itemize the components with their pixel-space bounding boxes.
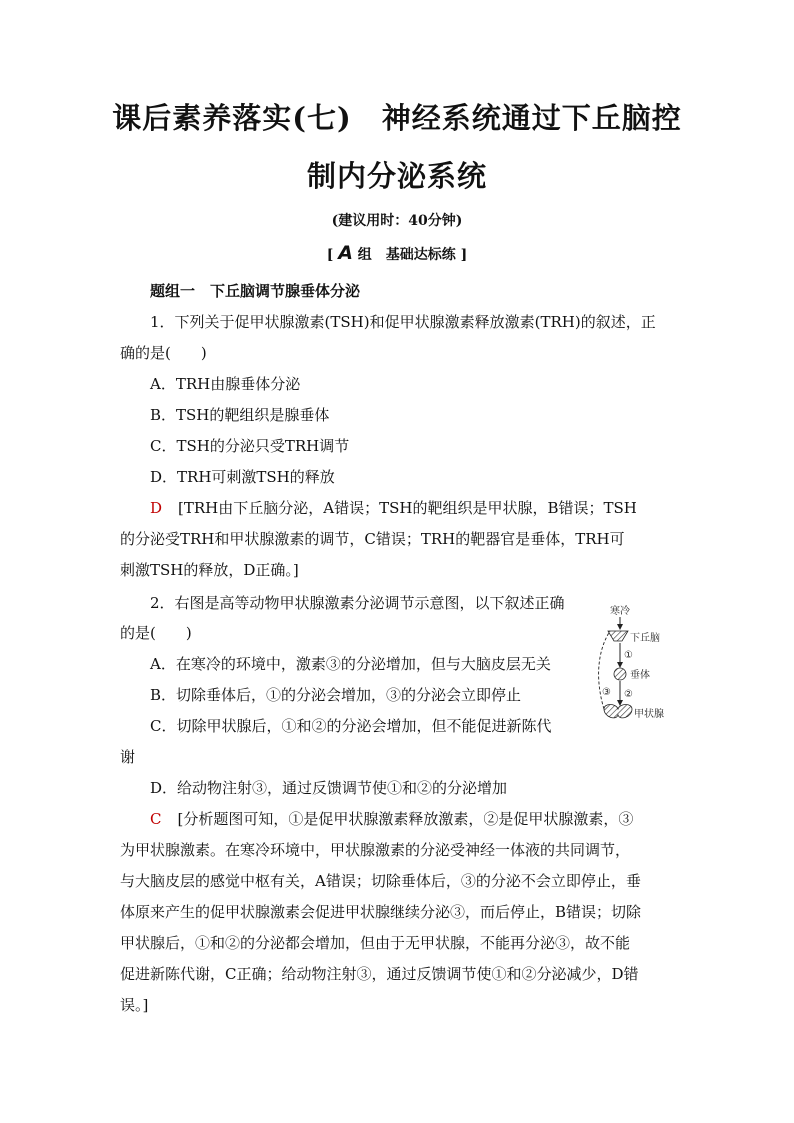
q2-explanation-line1 — [150, 808, 633, 829]
figure-mark-1: ① — [624, 650, 633, 661]
q2-stem-line2: 的是( ) — [120, 624, 192, 642]
page-title-line1: 课后素养落实(七) 神经系统通过下丘脑控 — [112, 101, 682, 135]
q1-answer: D — [150, 499, 163, 517]
thyroid-regulation-diagram — [598, 603, 678, 743]
figure-label-thyroid: 甲状腺 — [634, 709, 664, 720]
section-title: 题组一 下丘脑调节腺垂体分泌 — [150, 282, 361, 300]
q2-explanation-line5: 甲状腺后，①和②的分泌都会增加，但由于无甲状腺，不能再分泌③，故不能 — [120, 934, 631, 952]
q1-explanation-line1 — [150, 497, 637, 518]
q2-explanation-line7: 误。] — [120, 996, 149, 1014]
figure-label-cold: 寒冷 — [610, 606, 630, 617]
q2-explanation-line2: 为甲状腺激素。在寒冷环境中，甲状腺激素的分泌受神经一体液的共同调节， — [120, 841, 631, 859]
q1-option-b: B．TSH的靶组织是腺垂体 — [150, 406, 330, 424]
q2-option-a: A．在寒冷的环境中，激素③的分泌增加，但与大脑皮层无关 — [150, 655, 551, 673]
q1-stem-line2: 确的是( ) — [120, 344, 207, 362]
hypothalamus-shape — [608, 631, 628, 641]
q1-explanation-text1: [TRH由下丘脑分泌，A错误；TSH的靶组织是甲状腺，B错误；TSH — [178, 499, 637, 517]
q2-option-c-line1: C．切除甲状腺后，①和②的分泌会增加，但不能促进新陈代 — [150, 717, 552, 735]
q1-option-a: A．TRH由腺垂体分泌 — [150, 375, 301, 393]
q1-option-d: D．TRH可刺激TSH的释放 — [150, 468, 335, 486]
q2-option-b: B．切除垂体后，①的分泌会增加，③的分泌会立即停止 — [150, 686, 522, 704]
figure-mark-2: ② — [624, 689, 633, 700]
q2-explanation-line4: 体原来产生的促甲状腺激素会促进甲状腺继续分泌③，而后停止，B错误；切除 — [120, 903, 642, 921]
q1-stem-line1: 1．下列关于促甲状腺激素(TSH)和促甲状腺激素释放激素(TRH)的叙述，正 — [150, 313, 656, 331]
q1-explanation-line3: 刺激TSH的释放，D正确。] — [120, 561, 299, 579]
q2-option-d: D．给动物注射③，通过反馈调节使①和②的分泌增加 — [150, 779, 508, 797]
q1-explanation-line2: 的分泌受TRH和甲状腺激素的调节，C错误；TRH的靶器官是垂体，TRH可 — [120, 530, 625, 548]
page-title-line2: 制内分泌系统 — [306, 159, 487, 193]
q2-explanation-line3: 与大脑皮层的感觉中枢有关，A错误；切除垂体后，③的分泌不会立即停止，垂 — [120, 872, 641, 890]
pituitary-shape — [614, 668, 626, 680]
q2-answer: C — [150, 810, 162, 828]
group-label: 组 基础达标练 — [357, 247, 456, 263]
group-header — [0, 242, 794, 264]
thyroid-shape — [604, 705, 632, 718]
group-letter: A — [338, 242, 353, 264]
figure-mark-3: ③ — [602, 687, 611, 698]
group-bracket-close: ] — [460, 247, 468, 263]
time-note: (建议用时：40分钟) — [331, 213, 463, 229]
figure-label-hypothalamus: 下丘脑 — [630, 633, 660, 644]
q1-option-c: C．TSH的分泌只受TRH调节 — [150, 437, 350, 455]
q2-explanation-text1: [分析题图可知，①是促甲状腺激素释放激素，②是促甲状腺激素，③ — [177, 810, 634, 828]
q2-stem-line1: 2．右图是高等动物甲状腺激素分泌调节示意图，以下叙述正确 — [150, 594, 565, 612]
q2-option-c-line2: 谢 — [120, 748, 136, 766]
figure-label-pituitary: 垂体 — [630, 670, 650, 681]
group-bracket-open: [ — [326, 247, 334, 263]
q2-explanation-line6: 促进新陈代谢，C正确；给动物注射③，通过反馈调节使①和②分泌减少，D错 — [120, 965, 639, 983]
